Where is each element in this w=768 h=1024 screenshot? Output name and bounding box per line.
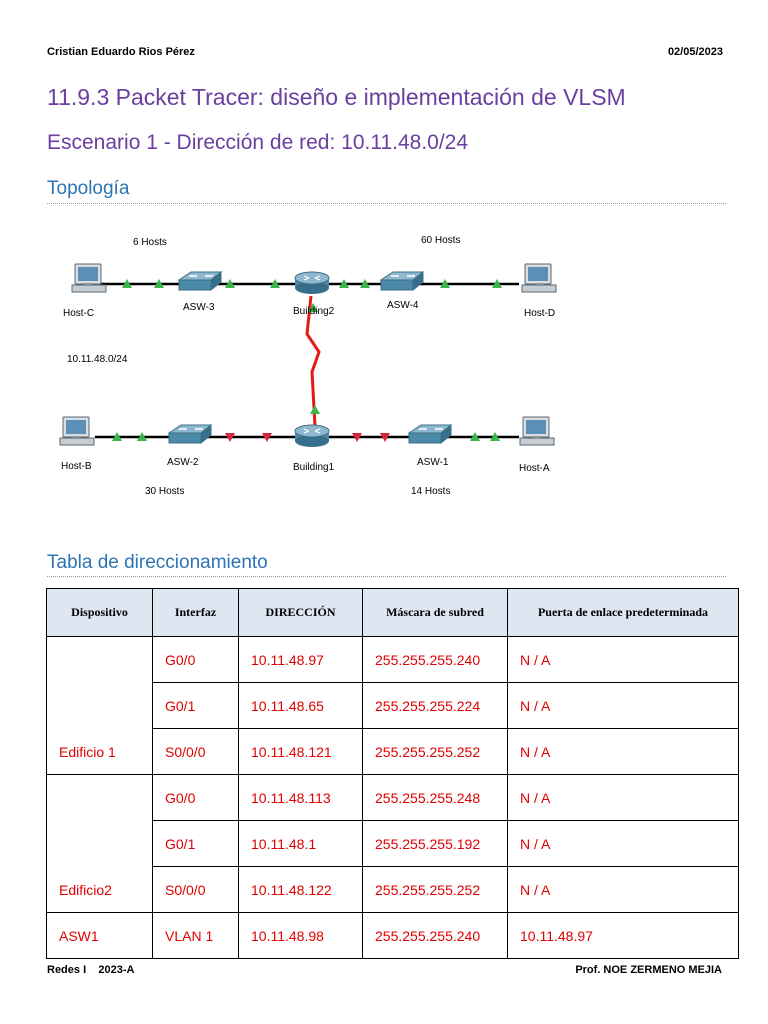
label-asw4: ASW-4: [387, 300, 419, 311]
gateway-cell: N / A: [508, 729, 739, 775]
author-name: Cristian Eduardo Rios Pérez: [47, 46, 195, 58]
table-header-row: [47, 589, 739, 637]
header-default-gateway: Puerta de enlace predeterminada: [508, 589, 739, 637]
host-c-pc-icon: [72, 264, 106, 292]
scenario-subtitle: Escenario 1 - Dirección de red: 10.11.48.0/24: [47, 131, 469, 154]
label-building1: Building1: [293, 462, 335, 473]
host-d-pc-icon: [522, 264, 556, 292]
topology-diagram: [47, 212, 587, 507]
device-cell: Edificio 1: [47, 637, 153, 775]
gateway-cell: 10.11.48.97: [508, 913, 739, 959]
header-address: DIRECCIÓN: [239, 589, 363, 637]
mask-cell: 255.255.255.240: [363, 913, 508, 959]
label-asw2: ASW-2: [167, 457, 199, 468]
label-60-hosts: 60 Hosts: [421, 235, 461, 246]
interface-cell: VLAN 1: [153, 913, 239, 959]
header-interface: Interfaz: [153, 589, 239, 637]
interface-cell: G0/0: [153, 775, 239, 821]
label-asw3: ASW-3: [183, 302, 215, 313]
gateway-cell: N / A: [508, 683, 739, 729]
footer-course: Redes I 2023-A: [47, 964, 135, 976]
table-row: [47, 775, 739, 821]
mask-cell: 255.255.255.192: [363, 821, 508, 867]
interface-cell: S0/0/0: [153, 729, 239, 775]
port-status-up-icon: [310, 405, 320, 414]
topology-heading: Topología: [47, 178, 130, 199]
address-cell: 10.11.48.97: [239, 637, 363, 683]
mask-cell: 255.255.255.224: [363, 683, 508, 729]
gateway-cell: N / A: [508, 775, 739, 821]
gateway-cell: N / A: [508, 867, 739, 913]
label-building2: Building2: [293, 306, 335, 317]
document-title: 11.9.3 Packet Tracer: diseño e implementación de VLSM: [47, 84, 626, 110]
asw2-switch-icon: [169, 425, 211, 443]
asw3-switch-icon: [179, 272, 221, 290]
label-host-c: Host-C: [63, 308, 95, 319]
addressing-table: [46, 588, 739, 959]
building1-router-icon: [295, 425, 329, 447]
interface-cell: S0/0/0: [153, 867, 239, 913]
label-asw1: ASW-1: [417, 457, 449, 468]
table-row: [47, 637, 739, 683]
mask-cell: 255.255.255.252: [363, 729, 508, 775]
label-14-hosts: 14 Hosts: [411, 486, 451, 497]
header-subnet-mask: Máscara de subred: [363, 589, 508, 637]
address-cell: 10.11.48.122: [239, 867, 363, 913]
table-row: [47, 913, 739, 959]
label-host-a: Host-A: [519, 463, 550, 474]
interface-cell: G0/0: [153, 637, 239, 683]
label-network-address: 10.11.48.0/24: [67, 354, 128, 365]
addressing-table-heading: Tabla de direccionamiento: [47, 552, 268, 573]
asw4-switch-icon: [381, 272, 423, 290]
address-cell: 10.11.48.1: [239, 821, 363, 867]
host-b-pc-icon: [60, 417, 94, 445]
device-cell: Edificio2: [47, 775, 153, 913]
gateway-cell: N / A: [508, 821, 739, 867]
header-device: Dispositivo: [47, 589, 153, 637]
asw1-switch-icon: [409, 425, 451, 443]
addressing-heading-rule: [47, 576, 726, 577]
interface-cell: G0/1: [153, 821, 239, 867]
label-30-hosts: 30 Hosts: [145, 486, 185, 497]
label-host-d: Host-D: [524, 308, 556, 319]
document-date: 02/05/2023: [667, 46, 723, 58]
building2-router-icon: [295, 272, 329, 294]
address-cell: 10.11.48.65: [239, 683, 363, 729]
device-cell: ASW1: [47, 913, 153, 959]
mask-cell: 255.255.255.248: [363, 775, 508, 821]
address-cell: 10.11.48.98: [239, 913, 363, 959]
host-a-pc-icon: [520, 417, 554, 445]
interface-cell: G0/1: [153, 683, 239, 729]
topology-heading-rule: [47, 203, 726, 204]
mask-cell: 255.255.255.252: [363, 867, 508, 913]
label-host-b: Host-B: [61, 461, 92, 472]
footer-professor: Prof. NOE ZERMENO MEJIA: [575, 964, 722, 976]
mask-cell: 255.255.255.240: [363, 637, 508, 683]
address-cell: 10.11.48.121: [239, 729, 363, 775]
label-6-hosts: 6 Hosts: [133, 237, 167, 248]
address-cell: 10.11.48.113: [239, 775, 363, 821]
gateway-cell: N / A: [508, 637, 739, 683]
